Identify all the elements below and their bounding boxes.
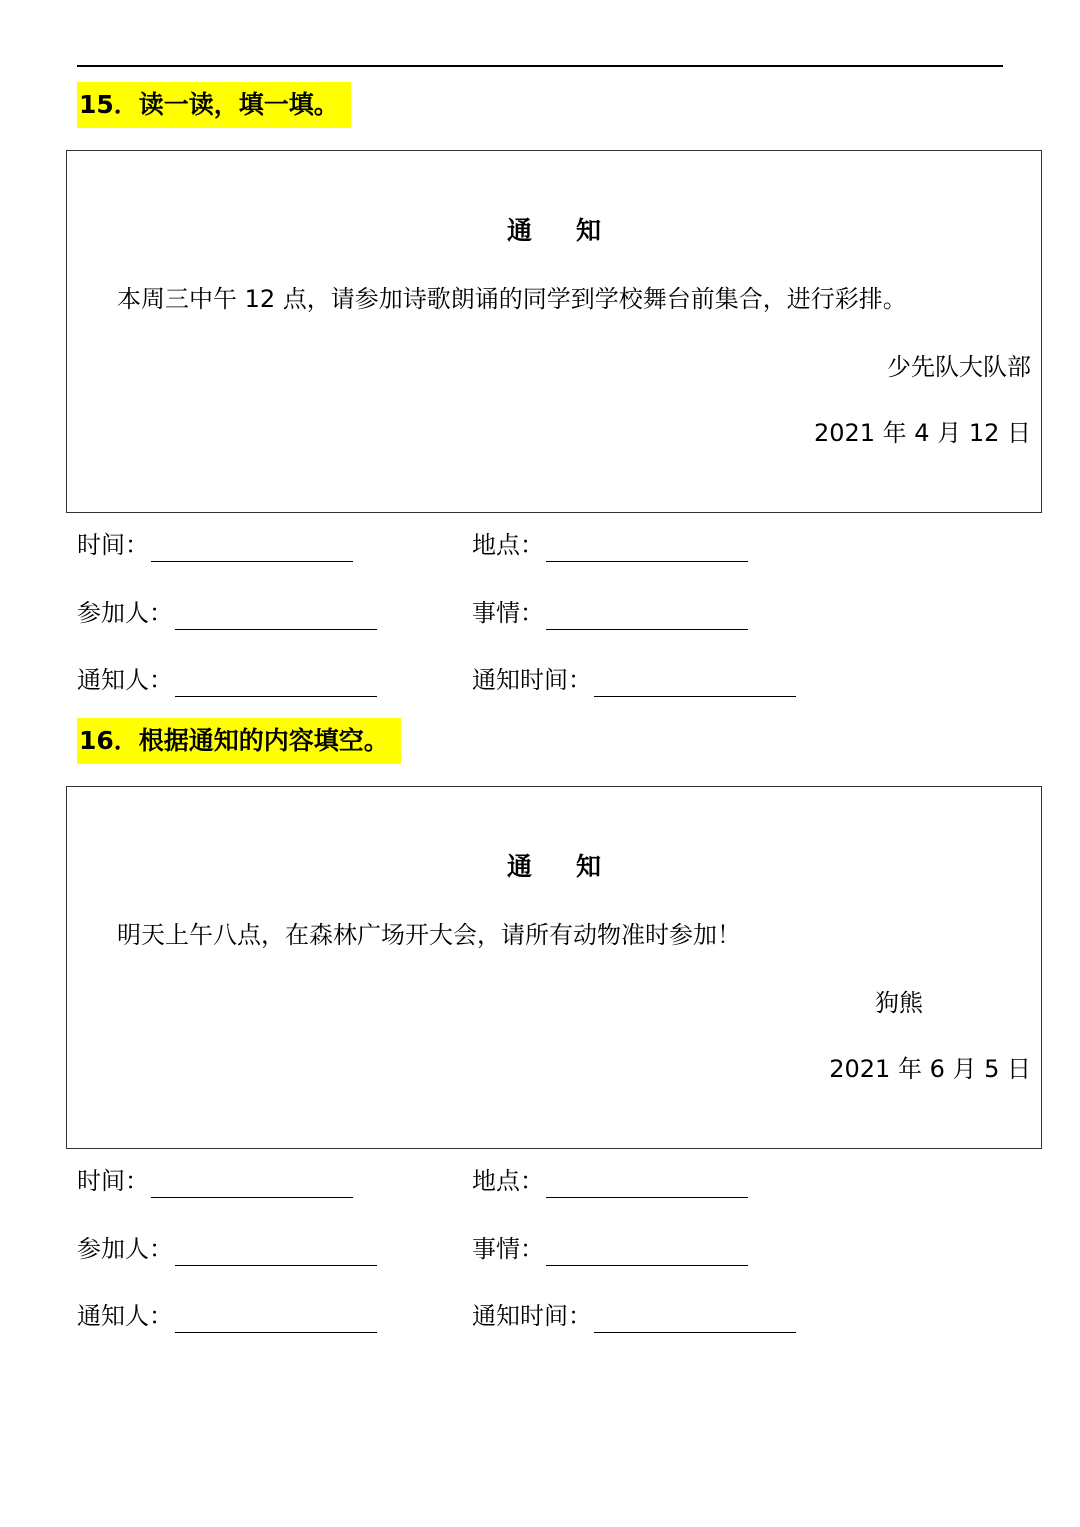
notice-signature: 少先队大队部 [887,353,1031,381]
blank-line[interactable] [546,1241,748,1266]
blank-line[interactable] [546,605,748,630]
field-participants: 参加人： [77,1232,377,1266]
blank-line[interactable] [594,672,796,697]
blank-line[interactable] [594,1308,796,1333]
notice-signature: 狗熊 [875,989,923,1017]
blank-line[interactable] [175,1308,377,1333]
notice-body: 本周三中午 12 点，请参加诗歌朗诵的同学到学校舞台前集合，进行彩排。 [117,285,907,313]
notice-box-16 [66,786,1042,1149]
field-notice-time: 通知时间： [472,1299,796,1333]
notice-heading-char: 通 [506,852,532,881]
field-place: 地点： [472,1164,748,1198]
notice-box-15 [66,150,1042,513]
blank-line[interactable] [546,1173,748,1198]
question-15-title: 15．读一读，填一填。 [77,82,351,128]
question-16-title: 16．根据通知的内容填空。 [77,718,401,764]
notice-date: 2021 年 4 月 12 日 [813,419,1031,447]
field-matter: 事情： [472,1232,748,1266]
notice-heading [67,211,1041,247]
blank-line[interactable] [151,537,353,562]
field-participants: 参加人： [77,596,377,630]
blank-line[interactable] [175,605,377,630]
notice-heading-char: 通 [506,216,532,245]
blank-line[interactable] [175,672,377,697]
notice-body: 明天上午八点，在森林广场开大会，请所有动物准时参加！ [117,921,741,949]
field-notifier: 通知人： [77,663,377,697]
notice-heading-char: 知 [576,216,602,245]
field-place: 地点： [472,528,748,562]
field-time: 时间： [77,1164,353,1198]
notice-heading [67,847,1041,883]
notice-date: 2021 年 6 月 5 日 [829,1055,1031,1083]
blank-line[interactable] [546,537,748,562]
field-notice-time: 通知时间： [472,663,796,697]
blank-line[interactable] [175,1241,377,1266]
field-matter: 事情： [472,596,748,630]
field-notifier: 通知人： [77,1299,377,1333]
notice-heading-char: 知 [576,852,602,881]
field-time: 时间： [77,528,353,562]
blank-line[interactable] [151,1173,353,1198]
top-rule [77,65,1003,67]
